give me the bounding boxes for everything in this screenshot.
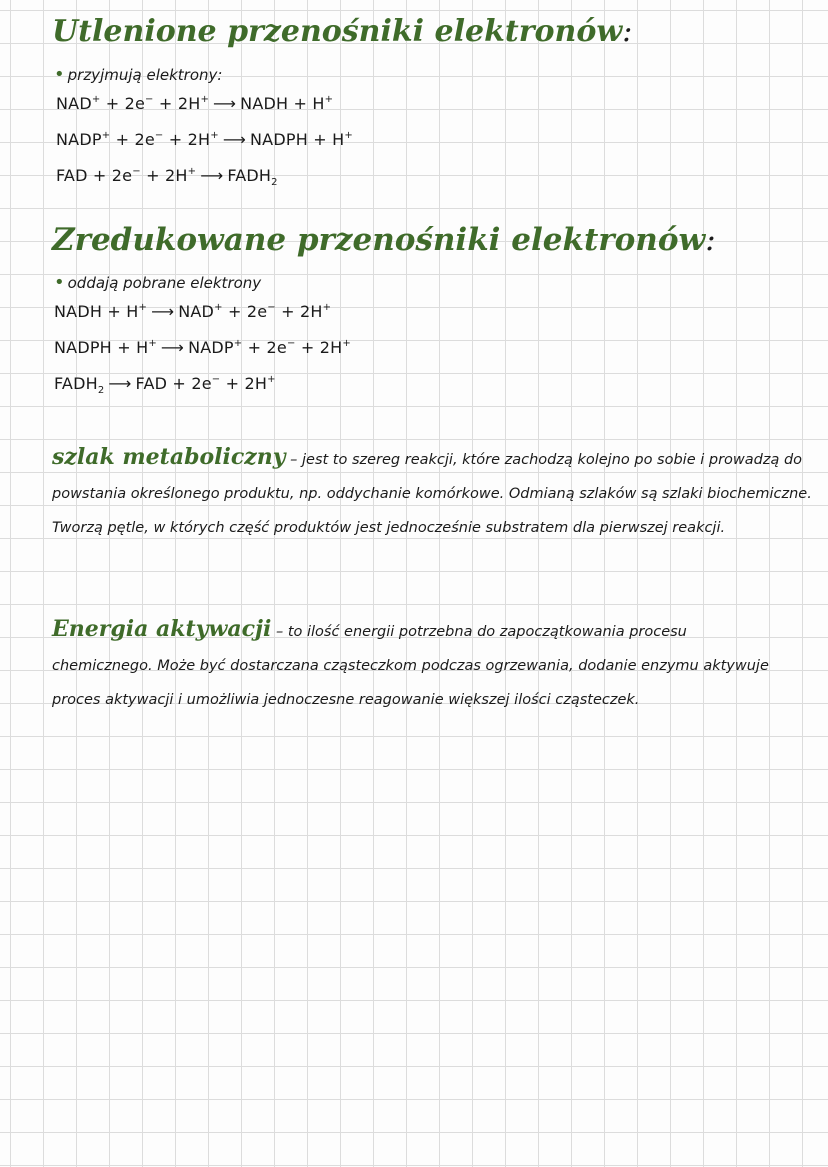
eq-term: + 2H — [153, 94, 201, 113]
eq-term: NADPH + H — [250, 130, 345, 149]
equation-reduced-1 — [54, 302, 331, 321]
eq-term: NAD — [178, 302, 215, 321]
eq-sup: + — [324, 94, 334, 105]
heading-reduced-colon: : — [705, 222, 716, 258]
eq-term: NADP — [188, 338, 234, 357]
definition-metabolic-pathway: – jest to szereg reakcji, które zachodzą kolejno po sobie i prowadzą do powstania określonego produktu, np. oddychanie komórkowe. Odmianą szlaków są szlaki biochemiczne. Tworzą pętle, w których część produktów jest jednocześnie substratem dla pierwszej reakcji. — [52, 452, 812, 536]
eq-term: NADPH + H — [54, 338, 149, 357]
eq-sup: + — [267, 374, 276, 385]
eq-sup: − — [286, 338, 296, 349]
eq-term: + 2H — [140, 166, 188, 185]
right-arrow-icon: ⟶ — [151, 302, 175, 321]
term-metabolic-pathway: szlak metaboliczny — [52, 444, 286, 470]
equation-reduced-3 — [54, 374, 276, 396]
eq-sup: − — [145, 94, 154, 105]
eq-sup: + — [148, 338, 157, 349]
eq-sup: − — [132, 166, 141, 177]
eq-term: FADH — [227, 166, 272, 185]
eq-term: + 2H — [275, 302, 323, 321]
bullet-oxidized — [54, 64, 222, 85]
right-arrow-icon: ⟶ — [108, 374, 132, 393]
equation-reduced-2 — [54, 338, 351, 357]
eq-term: + 2e — [110, 130, 155, 149]
eq-term: + 2H — [163, 130, 211, 149]
eq-sup: − — [154, 130, 164, 141]
heading-oxidized-title: Utlenione przenośniki elektronów — [52, 14, 623, 49]
eq-sup: + — [210, 130, 219, 141]
eq-term: + 2e — [242, 338, 287, 357]
eq-term: FAD + 2e — [135, 374, 212, 393]
eq-sup: + — [200, 94, 210, 105]
eq-term: NADH + H — [54, 302, 139, 321]
eq-sup: + — [344, 130, 353, 141]
eq-sup: − — [211, 374, 221, 385]
paragraph-activation-energy — [52, 612, 792, 717]
eq-term: NAD — [56, 94, 92, 113]
eq-sup: + — [233, 338, 243, 349]
eq-term: + 2H — [295, 338, 343, 357]
bullet-oxidized-text: przyjmują elektrony: — [67, 66, 223, 84]
bullet-reduced-text: oddają pobrane elektrony — [67, 274, 262, 292]
eq-sup: + — [138, 302, 148, 313]
eq-sup: + — [101, 130, 111, 141]
eq-term: FAD + 2e — [56, 166, 133, 185]
right-arrow-icon: ⟶ — [160, 338, 185, 357]
eq-term: + 2H — [220, 374, 268, 393]
eq-sup: + — [214, 302, 223, 313]
eq-sub: 2 — [271, 177, 278, 188]
bullet-dot-icon: • — [54, 64, 65, 85]
right-arrow-icon: ⟶ — [222, 130, 247, 149]
eq-term: + 2e — [222, 302, 268, 321]
heading-oxidized-carriers — [52, 14, 632, 49]
eq-term: FADH — [54, 374, 98, 393]
bullet-dot-icon: • — [54, 272, 65, 293]
heading-reduced-carriers — [52, 222, 716, 258]
eq-sup: + — [342, 338, 351, 349]
bullet-reduced — [54, 272, 261, 293]
eq-sup: + — [322, 302, 332, 313]
eq-sub: 2 — [97, 385, 105, 396]
heading-oxidized-colon: : — [622, 14, 633, 49]
paragraph-metabolic-pathway — [52, 440, 822, 545]
right-arrow-icon: ⟶ — [200, 166, 224, 185]
eq-sup: + — [187, 166, 197, 177]
eq-term: + 2e — [100, 94, 146, 113]
equation-oxidized-2 — [56, 130, 353, 149]
right-arrow-icon: ⟶ — [213, 94, 237, 113]
heading-reduced-title: Zredukowane przenośniki elektronów — [52, 222, 706, 258]
definition-activation-energy: – to ilość energii potrzebna do zapoczątkowania procesu chemicznego. Może być dostarczana cząsteczkom podczas ogrzewania, dodanie enzymu aktywuje proces aktywacji i umożliwia jednoczesne reagowanie większej ilości cząsteczek. — [52, 624, 769, 708]
eq-term: NADP — [56, 130, 102, 149]
eq-sup: − — [267, 302, 276, 313]
eq-term: NADH + H — [240, 94, 325, 113]
equation-oxidized-3 — [56, 166, 278, 188]
term-activation-energy: Energia aktywacji — [52, 616, 272, 642]
eq-sup: + — [91, 94, 101, 105]
equation-oxidized-1 — [56, 94, 333, 113]
